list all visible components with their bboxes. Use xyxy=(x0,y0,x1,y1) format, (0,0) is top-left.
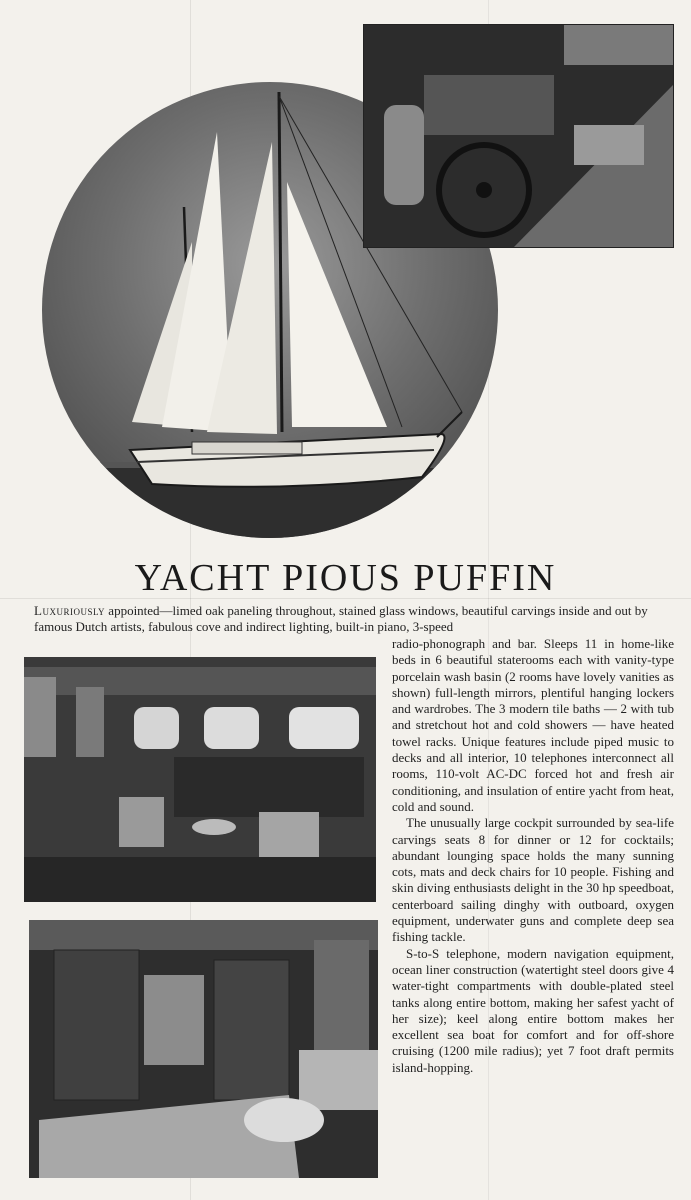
lead-word: Luxuriously xyxy=(34,603,106,618)
paragraph-2: The unusually large cockpit surrounded by sea-life carvings seats 8 for dinner or 12 for cocktails; abundant lounging space holds the many sunning cots, mats and deck chairs for 10 people. Fishing and skin diving enthusiasts delight in the 30 hp speedboat, centerboard sailing dinghy with outboard, oxygen equipment, underwater guns and complete deep sea fishing tackle. xyxy=(392,815,674,945)
salon-photo xyxy=(24,657,376,902)
paragraph-1: radio-phonograph and bar. Sleeps 11 in home-like beds in 6 beautiful staterooms each with vanity-type porcelain wash basin (2 rooms have lovely vanities as shown) full-length mirrors, plentiful hanging lockers and wardrobes. The 3 modern tile baths — 2 with tub and stretchout hot and cold showers — have heated towel racks. Unique features include piped music to decks and all interior, 10 telephones interconnect all rooms, 110-volt AC-DC forced hot and fresh air conditioning, and insulation of entire yacht from heat, cold and sound. xyxy=(392,636,674,814)
salon-scene xyxy=(24,657,376,902)
cabin-photo xyxy=(29,920,378,1178)
article-intro xyxy=(34,603,674,635)
article-title: YACHT PIOUS PUFFIN xyxy=(134,557,557,599)
paragraph-3: S-to-S telephone, modern navigation equipment, ocean liner construction (watertight steel doors give 4 water-tight compartments with double-plated steel tanks along entire bottom, making her safest yacht of her size); keel along entire bottom makes her excellent sea boat for comfort and for off-shore cruising (1200 mile radius); yet 7 foot draft permits island-hopping. xyxy=(392,945,674,1075)
deck-photo xyxy=(363,24,674,248)
deck-scene xyxy=(364,25,673,247)
cabin-scene xyxy=(29,920,378,1178)
intro-text: appointed—limed oak paneling throughout, stained glass windows, beautiful carvings inside and out by famous Dutch artists, fabulous cove and indirect lighting, built-in piano, 3-speed xyxy=(34,603,648,634)
article-body xyxy=(392,636,674,1076)
